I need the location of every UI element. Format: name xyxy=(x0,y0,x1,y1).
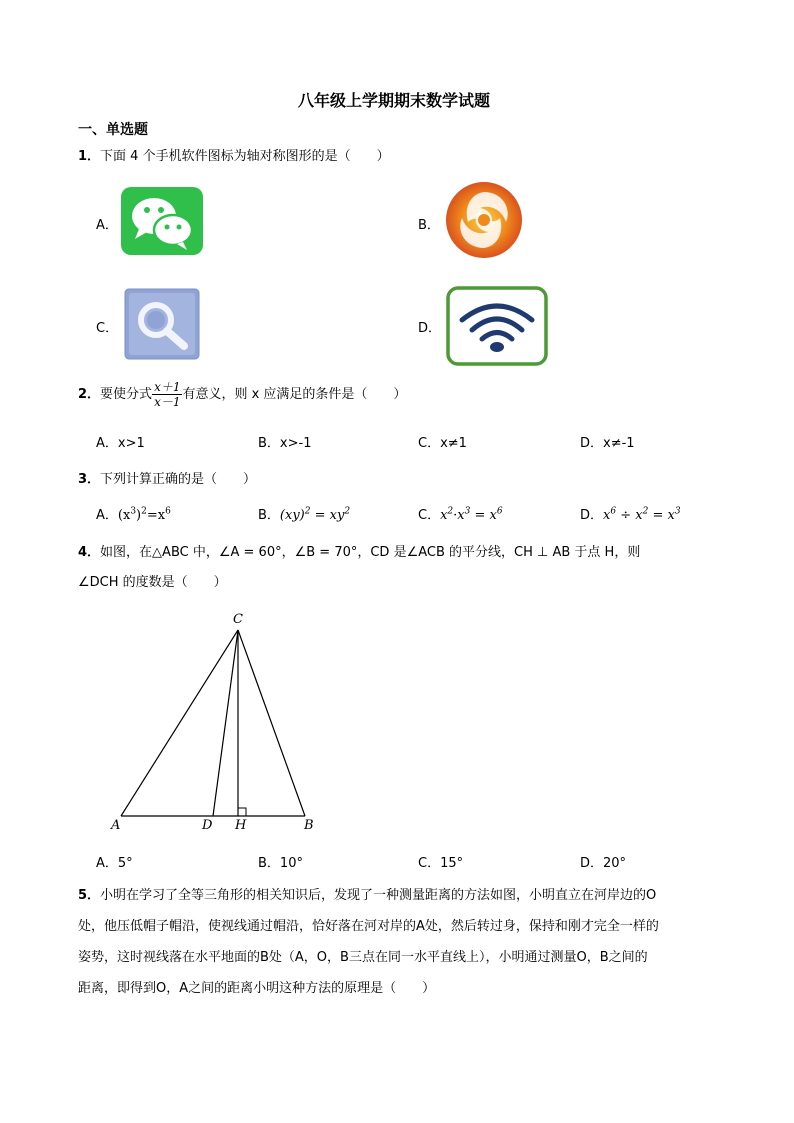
option-b: B．x>-1 xyxy=(258,436,312,451)
question-number: 2． xyxy=(78,387,101,402)
fraction-numerator: x＋1 xyxy=(154,380,181,394)
option-a: A．5° xyxy=(96,856,133,871)
option-math: $(x^3)^2=x^6$ xyxy=(117,506,171,523)
magnifier-app-icon xyxy=(124,288,200,360)
triangle-figure xyxy=(108,612,328,838)
option-b: B．10° xyxy=(258,856,303,871)
option-c xyxy=(418,504,503,523)
phoenix-logo-icon xyxy=(444,180,524,260)
option-d xyxy=(580,504,681,523)
option-b-label: B． xyxy=(418,218,440,233)
question-5-line4: 距离，即得到O，A之间的距离小明这种方法的原理是（ ） xyxy=(78,981,436,996)
wifi-icon xyxy=(446,286,548,366)
page-title: 八年级上学期期末数学试题 xyxy=(298,91,491,110)
point-h-label: H xyxy=(235,818,247,833)
question-2 xyxy=(78,380,406,409)
option-b xyxy=(258,504,350,523)
option-c: C．x≠1 xyxy=(418,436,467,451)
question-text: 要使分式 xyxy=(100,387,153,402)
question-5-line3: 姿势，这时视线落在水平地面的B处（A，O，B三点在同一水平直线上），小明通过测量O，B之间的 xyxy=(78,950,648,965)
vertex-c-label: C xyxy=(233,612,243,627)
option-label: C． xyxy=(418,508,441,523)
wechat-icon xyxy=(121,187,203,255)
option-a-label: A． xyxy=(96,218,118,233)
option-math: $(xy)^2 = xy^2$ xyxy=(279,506,351,523)
option-label: B． xyxy=(258,508,280,523)
question-text: 小明在学习了全等三角形的相关知识后，发现了一种测量距离的方法如图，小明直立在河岸边的O xyxy=(100,888,657,903)
option-d: D．20° xyxy=(580,856,627,871)
question-number: 5． xyxy=(78,888,101,903)
option-math: $x^2\cdot x^3 = x^6$ xyxy=(440,506,503,523)
question-3 xyxy=(78,468,256,487)
option-a: A．x>1 xyxy=(96,436,145,451)
option-math: $x^6 \div x^2 = x^3$ xyxy=(603,506,681,523)
option-c: C．15° xyxy=(418,856,464,871)
question-text: 下面 4 个手机软件图标为轴对称图形的是（ ） xyxy=(100,149,390,164)
vertex-b-label: B xyxy=(304,818,314,833)
fraction xyxy=(152,380,182,409)
fraction-denominator: x－1 xyxy=(154,395,181,409)
question-number: 1． xyxy=(78,149,101,164)
question-text: 如图，在△ABC 中，∠A = 60°，∠B = 70°，CD 是∠ACB 的平分线，CH ⊥ AB 于点 H，则 xyxy=(100,545,641,560)
question-text: 有意义，则 x 应满足的条件是（ ） xyxy=(182,387,407,402)
option-d-label: D． xyxy=(418,321,442,336)
option-c-label: C． xyxy=(96,321,119,336)
vertex-a-label: A xyxy=(111,818,121,833)
option-label: A． xyxy=(96,508,118,523)
question-1 xyxy=(78,145,390,164)
question-number: 3． xyxy=(78,472,101,487)
option-d: D．x≠-1 xyxy=(580,436,635,451)
question-text: 下列计算正确的是（ ） xyxy=(100,472,257,487)
question-5-line2: 处，他压低帽子帽沿，使视线通过帽沿，恰好落在河对岸的A处，然后转过身，保持和刚才完全一样的 xyxy=(78,919,659,934)
section-heading: 一、单选题 xyxy=(78,122,148,138)
option-label: D． xyxy=(580,508,604,523)
question-4-line2: ∠DCH 的度数是（ ） xyxy=(78,575,227,590)
question-number: 4． xyxy=(78,545,101,560)
question-5 xyxy=(78,884,656,903)
point-d-label: D xyxy=(202,818,213,833)
question-4 xyxy=(78,541,640,560)
option-a xyxy=(96,504,171,523)
